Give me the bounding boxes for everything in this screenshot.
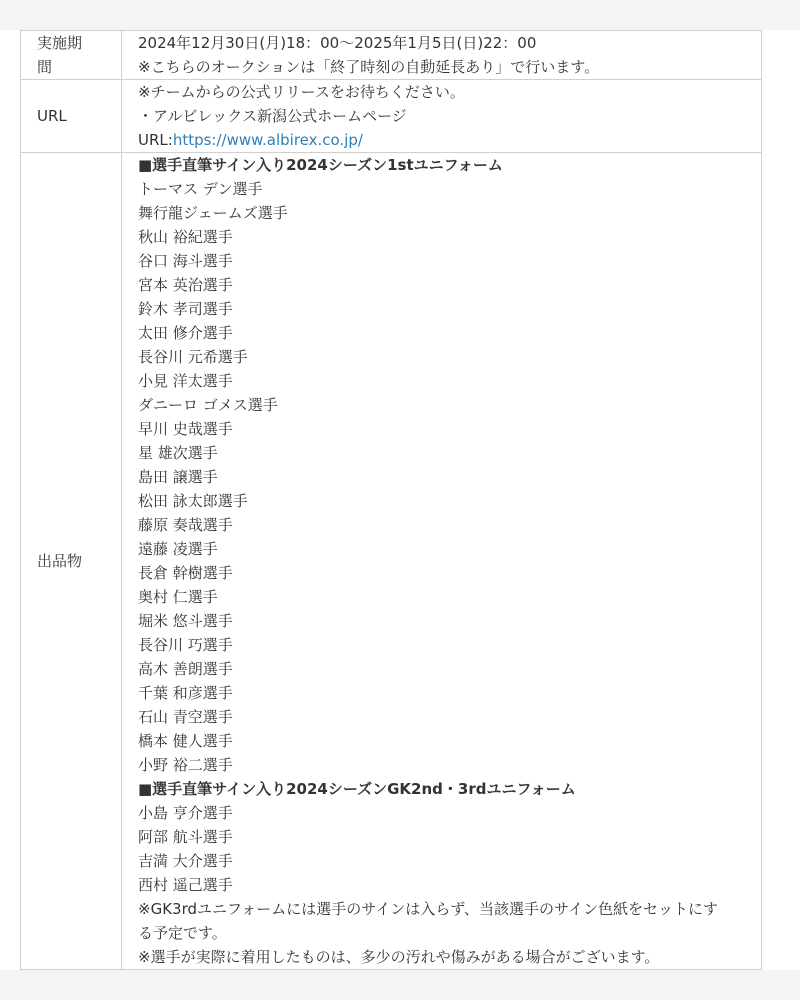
list-item: 宮本 英治選手 [138, 276, 233, 294]
list-item: 高木 善朗選手 [138, 660, 233, 678]
list-item: 舞行龍ジェームズ選手 [138, 204, 288, 222]
list-item: 鈴木 孝司選手 [138, 300, 233, 318]
period-note: ※こちらのオークションは「終了時刻の自動延長あり」で行います。 [138, 58, 600, 76]
list-item: 松田 詠太郎選手 [138, 492, 248, 510]
table-row-url [21, 80, 762, 153]
period-label-line-2: 間 [37, 58, 53, 76]
period-dates: 2024年12月30日(月)18：00〜2025年1月5日(日)22：00 [138, 34, 537, 52]
list-item: 小野 裕二選手 [138, 756, 233, 774]
url-label: URL [21, 80, 122, 153]
list-item: 石山 青空選手 [138, 708, 233, 726]
list-item: 谷口 海斗選手 [138, 252, 233, 270]
list-item: 千葉 和彦選手 [138, 684, 233, 702]
list-item: 島田 譲選手 [138, 468, 218, 486]
period-label-line-1: 実施期 [37, 34, 83, 52]
table-row-period [21, 31, 762, 80]
period-value [122, 31, 762, 80]
gk-note-line-2: る予定です。 [138, 924, 227, 942]
list-item: 奥村 仁選手 [138, 588, 218, 606]
auction-info-table [20, 30, 762, 970]
list-item: 長谷川 元希選手 [138, 348, 248, 366]
list-item: 小見 洋太選手 [138, 372, 233, 390]
list-item: 長倉 幹樹選手 [138, 564, 233, 582]
items-heading-1st-uniform: ■選手直筆サイン入り2024シーズン1stユニフォーム [138, 156, 503, 174]
players-list-gk [138, 801, 761, 897]
list-item: トーマス デン選手 [138, 180, 263, 198]
url-site-name: ・アルビレックス新潟公式ホームページ [138, 107, 407, 125]
url-prefix: URL: [138, 131, 173, 149]
albirex-homepage-link[interactable]: https://www.albirex.co.jp/ [172, 131, 363, 149]
content-area [0, 30, 800, 970]
worn-condition-note: ※選手が実際に着用したものは、多少の汚れや傷みがある場合がございます。 [138, 948, 660, 966]
list-item: 長谷川 巧選手 [138, 636, 233, 654]
list-item: 吉満 大介選手 [138, 852, 233, 870]
list-item: 秋山 裕紀選手 [138, 228, 233, 246]
list-item: 星 雄次選手 [138, 444, 218, 462]
items-heading-gk-uniform: ■選手直筆サイン入り2024シーズンGK2nd・3rdユニフォーム [138, 780, 576, 798]
list-item: 藤原 奏哉選手 [138, 516, 233, 534]
list-item: 太田 修介選手 [138, 324, 233, 342]
list-item: 西村 遥己選手 [138, 876, 233, 894]
items-label: 出品物 [21, 153, 122, 970]
list-item: 遠藤 凌選手 [138, 540, 218, 558]
table-row-items [21, 153, 762, 970]
gk-note-line-1: ※GK3rdユニフォームには選手のサインは入らず、当該選手のサイン色紙をセットにす [138, 900, 718, 918]
url-line [138, 128, 761, 152]
list-item: 早川 史哉選手 [138, 420, 233, 438]
list-item: 橋本 健人選手 [138, 732, 233, 750]
list-item: 阿部 航斗選手 [138, 828, 233, 846]
url-value [122, 80, 762, 153]
players-list-1st [138, 177, 761, 777]
items-value [122, 153, 762, 970]
period-label [21, 31, 122, 80]
list-item: 小島 亨介選手 [138, 804, 233, 822]
list-item: 堀米 悠斗選手 [138, 612, 233, 630]
url-note: ※チームからの公式リリースをお待ちください。 [138, 83, 465, 101]
list-item: ダニーロ ゴメス選手 [138, 396, 278, 414]
